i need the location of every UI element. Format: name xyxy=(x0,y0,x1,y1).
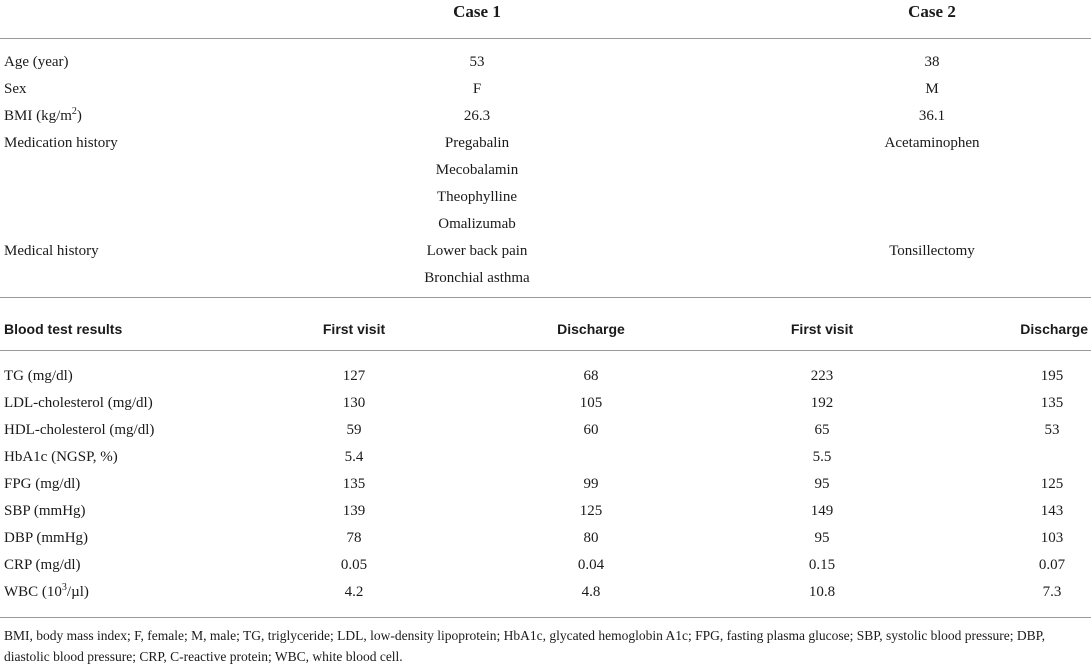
blood-value-cell: 53 xyxy=(1044,422,1060,438)
case1-value: F xyxy=(472,81,482,97)
blood-value-cell: 223 xyxy=(810,368,834,384)
blood-row-label: TG (mg/dl) xyxy=(4,368,73,384)
blood-value-cell: 99 xyxy=(583,476,599,492)
blood-value-cell: 10.8 xyxy=(808,584,836,600)
col-discharge-1: Discharge xyxy=(557,321,625,337)
case2-value: M xyxy=(925,81,939,97)
blood-value-cell: 68 xyxy=(583,368,599,384)
col-first-visit-2: First visit xyxy=(790,321,854,337)
blood-value-cell: 4.8 xyxy=(581,584,601,600)
blood-value-cell: 65 xyxy=(814,422,830,438)
blood-value-cell: 0.05 xyxy=(340,557,368,573)
case2-value: Acetaminophen xyxy=(884,135,980,151)
blood-header-rule xyxy=(0,350,1091,351)
case2-header: Case 2 xyxy=(908,2,956,21)
blood-value-cell: 95 xyxy=(814,476,830,492)
blood-value-cell: 130 xyxy=(342,395,366,411)
blood-value-cell: 7.3 xyxy=(1042,584,1062,600)
blood-value-cell: 95 xyxy=(814,530,830,546)
case1-value: Theophylline xyxy=(437,189,517,205)
blood-row-label-superscript: 3 xyxy=(61,582,67,593)
blood-value-cell: 78 xyxy=(346,530,362,546)
blood-value-cell: 149 xyxy=(810,503,834,519)
patient-row-label-superscript: 2 xyxy=(71,106,77,117)
blood-row-label: HbA1c (NGSP, %) xyxy=(4,449,118,465)
blood-value-cell: 143 xyxy=(1040,503,1064,519)
blood-value-cell: 125 xyxy=(1040,476,1064,492)
case1-value: Bronchial asthma xyxy=(424,270,530,286)
blood-value-cell: 135 xyxy=(342,476,366,492)
blood-value-cell: 139 xyxy=(342,503,366,519)
blood-row-label-suffix: /µl) xyxy=(66,584,89,600)
blood-row-label xyxy=(4,583,89,601)
blood-value-cell: 135 xyxy=(1040,395,1064,411)
table-footnote: BMI, body mass index; F, female; M, male; TG, triglyceride; LDL, low-density lipoprotein; HbA1c, glycated hemoglobin A1c; FPG, fasting plasma glucose; SBP, systolic blood pressure; DBP, diastolic blood pressure; CRP, C-reactive protein; WBC, white blood cell. xyxy=(4,628,1046,664)
blood-row-label: SBP (mmHg) xyxy=(4,503,86,519)
header-rule xyxy=(0,38,1091,39)
col-discharge-2: Discharge xyxy=(1020,321,1088,337)
blood-value-cell: 125 xyxy=(579,503,603,519)
bottom-rule xyxy=(0,617,1091,618)
patient-row-label: Medical history xyxy=(4,243,99,259)
blood-value-cell: 5.5 xyxy=(812,449,832,465)
blood-row-label-text: WBC (10 xyxy=(4,584,62,600)
patient-row-label: Medication history xyxy=(4,135,118,151)
blood-value-cell: 5.4 xyxy=(344,449,364,465)
case1-value: 53 xyxy=(469,54,485,70)
case1-header: Case 1 xyxy=(453,2,501,21)
blood-value-cell: 105 xyxy=(579,395,603,411)
blood-results-label: Blood test results xyxy=(4,321,123,337)
case1-value: Mecobalamin xyxy=(435,162,519,178)
blood-row-label: HDL-cholesterol (mg/dl) xyxy=(4,422,155,438)
blood-row-label: LDL-cholesterol (mg/dl) xyxy=(4,395,153,411)
case1-value: Omalizumab xyxy=(438,216,516,232)
case2-value: Tonsillectomy xyxy=(889,243,975,259)
blood-row-label: DBP (mmHg) xyxy=(4,530,89,546)
case1-value: 26.3 xyxy=(463,108,491,124)
patient-row-label-suffix: ) xyxy=(76,108,82,124)
col-first-visit-1: First visit xyxy=(322,321,386,337)
blood-value-cell: 0.04 xyxy=(577,557,605,573)
blood-value-cell: 0.07 xyxy=(1038,557,1066,573)
blood-value-cell: 4.2 xyxy=(344,584,364,600)
patient-row-label: Sex xyxy=(4,81,27,97)
case2-value: 36.1 xyxy=(918,108,946,124)
section-rule xyxy=(0,297,1091,298)
patient-row-label: Age (year) xyxy=(4,54,69,70)
blood-value-cell: 59 xyxy=(346,422,362,438)
blood-value-cell: 0.15 xyxy=(808,557,836,573)
blood-value-cell: 80 xyxy=(583,530,599,546)
case1-value: Pregabalin xyxy=(444,135,510,151)
blood-value-cell: 192 xyxy=(810,395,834,411)
blood-value-cell: 127 xyxy=(342,368,366,384)
blood-row-label: FPG (mg/dl) xyxy=(4,476,81,492)
blood-value-cell: 60 xyxy=(583,422,599,438)
blood-value-cell: 103 xyxy=(1040,530,1064,546)
blood-value-cell: 195 xyxy=(1040,368,1064,384)
patient-row-label xyxy=(4,107,82,125)
patient-row-label-text: BMI (kg/m xyxy=(4,108,72,124)
case2-value: 38 xyxy=(924,54,940,70)
blood-row-label: CRP (mg/dl) xyxy=(4,557,81,573)
case1-value: Lower back pain xyxy=(426,243,528,259)
